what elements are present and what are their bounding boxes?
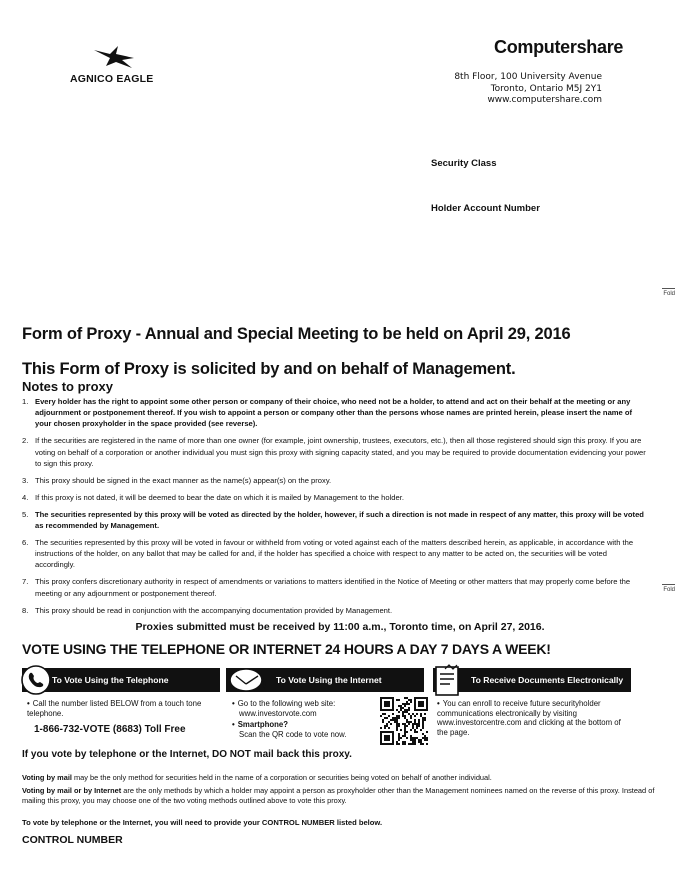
address-website: www.computershare.com <box>487 95 602 105</box>
note-number: 7. <box>22 577 29 587</box>
qr-instruction: Scan the QR code to vote now. <box>239 729 347 739</box>
agent-address <box>454 72 602 107</box>
address-line: Toronto, Ontario M5J 2Y1 <box>490 83 602 94</box>
agnico-eagle-logo <box>70 42 160 90</box>
telephone-voting-bar <box>22 668 220 692</box>
note-number: 2. <box>22 436 29 446</box>
note-item <box>22 475 648 486</box>
internet-voting-bar <box>226 668 424 692</box>
control-number-notice: To vote by telephone or the Internet, you will need to provide your CONTROL NUMBER listed below. <box>22 818 383 827</box>
note-text: If this proxy is not dated, it will be deemed to bear the date on which it is mailed by Management to the holder. <box>35 492 404 502</box>
eagle-icon <box>92 42 136 72</box>
computershare-logo: Computershare <box>494 37 624 57</box>
note-number: 1. <box>22 397 29 406</box>
mail-voting-paragraph <box>22 773 656 783</box>
electronic-bar-title: To Receive Documents Electronically <box>471 675 624 685</box>
toll-free-number[interactable]: 1-866-732-VOTE (8683) Toll Free <box>34 724 186 735</box>
no-mail-notice: If you vote by telephone or the Internet, DO NOT mail back this proxy. <box>22 749 352 760</box>
internet-instructions <box>232 699 377 739</box>
mail-voting-lead: Voting by mail <box>22 773 72 782</box>
notes-list <box>22 396 648 622</box>
note-text: Every holder has the right to appoint some other person or company of their choice, who need not be a holder, to attend and act on their behalf at the meeting or any adjournment or postponement thereof. If you wish to appoint a person or company other than the persons whose names are printed herein, please insert the name of your chosen proxyholder in the space provided (see reverse). <box>35 397 633 429</box>
mail-voting-text: may be the only method for securities held in the name of a corporation or securities being voted on behalf of another individual. <box>71 773 492 782</box>
submission-deadline: Proxies submitted must be received by 11:00 a.m., Toronto time, on April 27, 2016. <box>135 621 545 633</box>
security-class-label: Security Class <box>431 158 497 169</box>
telephone-bar-title: To Vote Using the Telephone <box>52 675 169 685</box>
electronic-documents-bar <box>433 668 631 692</box>
fold-mark: Fold <box>662 288 675 297</box>
address-line: 8th Floor, 100 University Avenue <box>454 72 602 82</box>
control-number-label: CONTROL NUMBER <box>22 834 123 846</box>
smartphone-heading: • Smartphone? <box>232 720 377 730</box>
note-item <box>22 492 648 503</box>
website-instruction: • Go to the following web site: <box>232 699 377 709</box>
note-number: 4. <box>22 492 29 502</box>
note-text: This proxy should be read in conjunction with the accompanying documentation provided by Management. <box>35 605 393 615</box>
electronic-bullet: • You can enroll to receive future securityholder communications electronically by visiting www.investorcentre.com and clicking at the bottom of the page. <box>437 699 627 737</box>
telephone-bullet: • Call the number listed BELOW from a touch tone telephone. <box>27 699 213 718</box>
vote-heading: VOTE USING THE TELEPHONE OR INTERNET 24 HOURS A DAY 7 DAYS A WEEK! <box>22 641 551 657</box>
notes-heading: Notes to proxy <box>22 379 114 394</box>
mail-internet-lead: Voting by mail or by Internet <box>22 786 122 795</box>
note-number: 6. <box>22 538 29 548</box>
note-item <box>22 605 648 616</box>
holder-account-label: Holder Account Number <box>431 203 540 214</box>
note-text: If the securities are registered in the name of more than one owner (for example, joint ownership, trustees, executors, etc.), then all those registered should sign this proxy. If you are voting on behalf of a corporation or another individual you must sign this proxy with signing capacity stated, and you may be required to provide documentation evidencing your power to sign this proxy. <box>35 436 646 468</box>
note-item <box>22 396 648 430</box>
mail-internet-paragraph <box>22 786 656 806</box>
note-number: 5. <box>22 509 29 519</box>
company-logo-text: AGNICO EAGLE <box>70 73 154 85</box>
note-number: 8. <box>22 605 29 615</box>
qr-code[interactable] <box>380 697 428 745</box>
solicitation-heading: This Form of Proxy is solicited by and on behalf of Management. <box>22 360 516 378</box>
fold-mark: Fold <box>662 584 675 593</box>
note-item <box>22 509 648 531</box>
note-item <box>22 537 648 571</box>
note-item <box>22 576 648 598</box>
internet-bar-title: To Vote Using the Internet <box>276 675 382 685</box>
telephone-instructions <box>27 699 213 718</box>
mail-internet-text: are the only methods by which a holder may appoint a person as proxyholder other than the Management nominees named on the reverse of this proxy. Instead of mailing this proxy, you may choose one of the two voting methods outlined above to vote this proxy. <box>22 786 655 805</box>
note-text: This proxy confers discretionary authority in respect of amendments or variations to matters identified in the Notice of Meeting or other matters that may properly come before the meeting or any adjournment or postponement thereof. <box>35 577 631 598</box>
note-item <box>22 435 648 469</box>
note-number: 3. <box>22 475 29 485</box>
note-text: The securities represented by this proxy will be voted as directed by the holder, however, if such a direction is not made in respect of any matter, this proxy will be voted as recommended by Management. <box>35 509 644 531</box>
qr-code-image <box>380 697 428 745</box>
form-title: Form of Proxy - Annual and Special Meeting to be held on April 29, 2016 <box>22 325 571 343</box>
note-text: The securities represented by this proxy will be voted in favour or withheld from voting or voted against each of the matters described herein, as applicable, in accordance with the instructions of the holder, on any ballot that may be called for and, if the holder has specified a choice with respect to any matter to be acted on, the securities will be voted accordingly. <box>35 538 634 570</box>
investorvote-link[interactable]: www.investorvote.com <box>239 708 317 718</box>
note-text: This proxy should be signed in the exact manner as the name(s) appear(s) on the proxy. <box>35 475 332 485</box>
electronic-instructions <box>437 699 627 737</box>
